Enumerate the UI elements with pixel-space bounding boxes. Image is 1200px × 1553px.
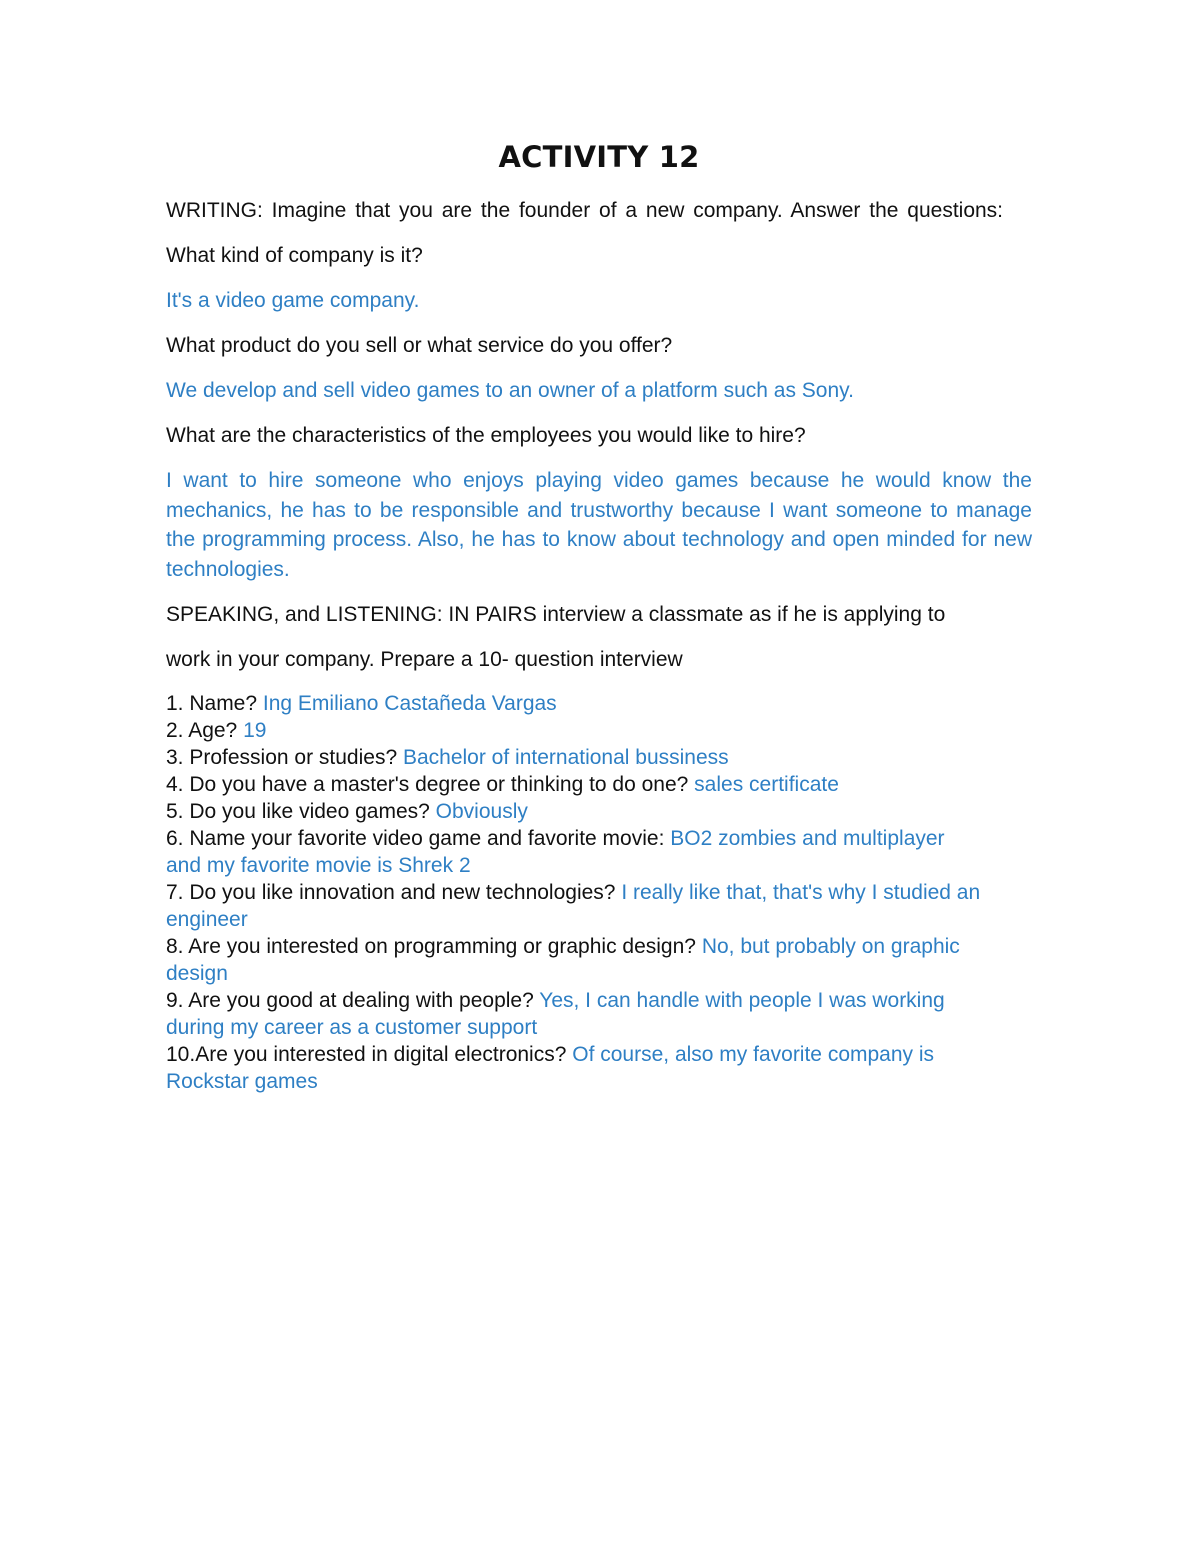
interview-question: 3. Profession or studies? <box>166 745 403 769</box>
document-page <box>166 140 1032 1095</box>
interview-item <box>166 987 976 1041</box>
interview-question: 9. Are you good at dealing with people? <box>166 988 540 1012</box>
interview-answer: I really like that, that's why I studied an engineer <box>166 880 981 931</box>
interview-item <box>166 717 1032 744</box>
interview-answer: Of course, also my favorite company is Rockstar games <box>166 1042 935 1093</box>
interview-question: 8. Are you interested on programming or graphic design? <box>166 934 702 958</box>
interview-item <box>166 1041 1016 1095</box>
interview-question: 6. Name your favorite video game and favorite movie: <box>166 826 671 850</box>
page-title: ACTIVITY 12 <box>498 140 700 174</box>
interview-item <box>166 798 1032 825</box>
interview-question: 4. Do you have a master's degree or thinking to do one? <box>166 772 695 796</box>
interview-question: 7. Do you like innovation and new technologies? <box>166 880 622 904</box>
interview-question: 1. Name? <box>166 691 263 715</box>
interview-answer: Bachelor of international bussiness <box>402 745 729 769</box>
interview-answer: No, but probably on graphic design <box>166 934 960 985</box>
question-3: What are the characteristics of the employees you would like to hire? <box>166 424 806 447</box>
interview-list <box>166 690 1032 1095</box>
question-1: What kind of company is it? <box>166 244 423 267</box>
interview-item <box>166 744 1032 771</box>
question-2: What product do you sell or what service do you offer? <box>166 334 673 357</box>
answer-3: I want to hire someone who enjoys playing video games because he would know the mechanics, he has to be responsible and trustworthy because I want someone to manage the programming process. Also, he has to know about technology and open minded for new technologies. <box>166 469 1032 581</box>
interview-answer: Obviously <box>435 799 528 823</box>
interview-item <box>166 879 986 933</box>
interview-answer: Ing Emiliano Castañeda Vargas <box>262 691 557 715</box>
interview-item <box>166 933 996 987</box>
interview-item <box>166 771 1032 798</box>
interview-question: 5. Do you like video games? <box>166 799 436 823</box>
answer-1: It's a video game company. <box>166 289 420 312</box>
answer-2: We develop and sell video games to an owner of a platform such as Sony. <box>166 379 854 402</box>
speaking-prompt: SPEAKING, and LISTENING: IN PAIRS interview a classmate as if he is applying to <box>166 602 946 626</box>
interview-answer: BO2 zombies and multiplayer and my favorite movie is Shrek 2 <box>166 826 945 877</box>
interview-answer: Yes, I can handle with people I was working during my career as a customer support <box>166 988 945 1039</box>
speaking-prompt-continued: work in your company. Prepare a 10- question interview <box>166 647 683 671</box>
interview-item <box>166 690 1032 717</box>
interview-answer: 19 <box>243 718 267 742</box>
writing-prompt: WRITING: Imagine that you are the founder of a new company. Answer the questions: <box>166 199 1004 222</box>
interview-question: 10.Are you interested in digital electronics? <box>166 1042 573 1066</box>
interview-answer: sales certificate <box>694 772 839 796</box>
interview-question: 2. Age? <box>166 718 244 742</box>
interview-item <box>166 825 946 879</box>
